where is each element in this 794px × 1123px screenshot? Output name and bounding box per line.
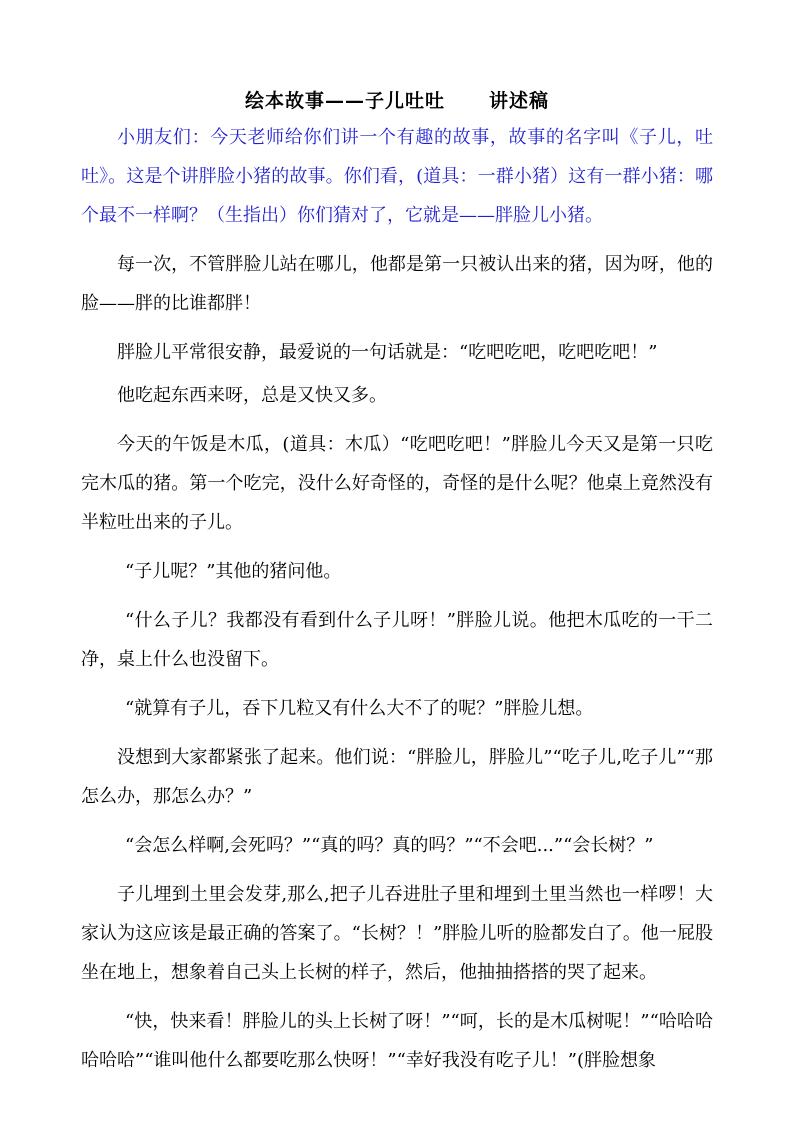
paragraph-what-seeds: “什么子儿？我都没有看到什么子儿呀！”胖脸儿说。他把木瓜吃的一干二净，桌上什么也没留下。 xyxy=(81,610,713,670)
intro-paragraph: 小朋友们：今天老师给你们讲一个有趣的故事，故事的名字叫《子儿，吐吐》。这是个讲胖脸小猪的故事。你们看，(道具：一群小猪）这有一群小猪：哪个最不一样啊？（生指出）你们猜对了，它就是——胖脸儿小猪。 xyxy=(81,127,713,226)
title-suffix: 讲述稿 xyxy=(489,90,550,112)
paragraph-nervous: 没想到大家都紧张了起来。他们说：“胖脸儿，胖脸儿”“吃子儿,吃子儿”“那怎么办，那怎么办？” xyxy=(81,747,713,807)
paragraph-will-die: “会怎么样啊,会死吗？”“真的吗？真的吗？”“不会吧...”“会长树？” xyxy=(125,835,654,856)
paragraph-tree-head: “快，快来看！胖脸儿的头上长树了呀！”“呵，长的是木瓜树呢！”“哈哈哈 哈哈哈”“谁叫他什么都要吃那么快呀！”“幸好我没有吃子儿！”(胖脸想象 xyxy=(81,1011,713,1071)
paragraph-quiet: 胖脸儿平常很安静，最爱说的一句话就是：“吃吧吃吧，吃吧吃吧！” xyxy=(117,342,658,363)
paragraph-sprout: 子儿埋到土里会发芽,那么,把子儿吞进肚子里和埋到土里当然也一样啰！大家认为这应该是最正确的答案了。“长树？！”胖脸儿听的脸都发白了。他一屁股坐在地上，想象着自己头上长树的样子，然后，他抽抽搭搭的哭了起来。 xyxy=(81,884,713,983)
paragraph-eats-fast: 他吃起东西来呀，总是又快又多。 xyxy=(117,385,387,406)
document-title xyxy=(0,86,794,113)
document-body xyxy=(81,118,713,1090)
paragraph-swallow: “就算有子儿，吞下几粒又有什么大不了的呢？”胖脸儿想。 xyxy=(125,698,594,719)
title-main: 绘本故事——子儿吐吐 xyxy=(244,90,445,112)
paragraph-seeds-question: “子儿呢？”其他的猪问他。 xyxy=(125,561,342,582)
paragraph-papaya: 今天的午饭是木瓜，(道具：木瓜）“吃吧吃吧！”胖脸儿今天又是第一只吃完木瓜的猪。第一个吃完，没什么好奇怪的，奇怪的是什么呢？他桌上竟然没有半粒吐出来的子儿。 xyxy=(81,434,713,533)
paragraph-fat-face: 每一次，不管胖脸儿站在哪儿，他都是第一只被认出来的猪，因为呀，他的脸——胖的比谁都胖！ xyxy=(81,254,713,314)
